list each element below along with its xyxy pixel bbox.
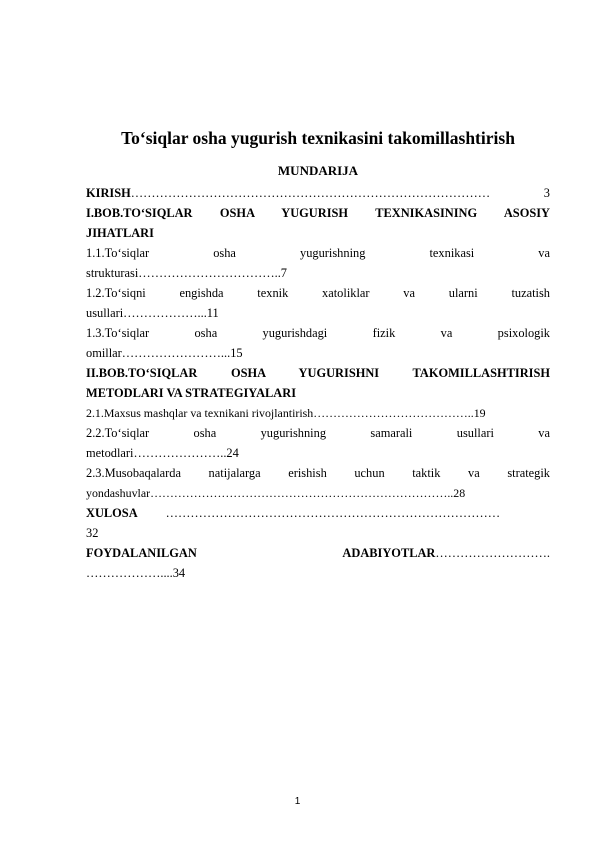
table-of-contents	[86, 183, 550, 583]
toc-chapter-2-line2[interactable]: METODLARI VA STRATEGIYALARI	[86, 386, 297, 400]
toc-section-2-2-line2[interactable]: metodlari…………………..24	[86, 446, 239, 460]
toc-page-number: 3	[543, 186, 550, 200]
toc-label-part2: ADABIYOTLAR	[342, 546, 436, 560]
toc-section-1-3-line2[interactable]: omillar……………………...15	[86, 346, 243, 360]
toc-section-2-3-line1[interactable]: 2.3.Musobaqalarda natijalarga erishish uchun taktik va strategik	[86, 466, 550, 480]
toc-section-1-2-line1[interactable]: 1.2.To‘siqni engishda texnik xatoliklar va ularni tuzatish	[86, 286, 550, 300]
toc-leader: ……………………………………………………………………………	[130, 186, 491, 200]
toc-label-part1: FOYDALANILGAN	[86, 546, 197, 560]
toc-section-2-3-line2[interactable]: yondashuvlar…………………………………………………………………..28	[86, 486, 466, 500]
toc-section-2-2-line1[interactable]: 2.2.To‘siqlar osha yugurishning samarali usullari va	[86, 426, 550, 440]
document-title: To‘siqlar osha yugurish texnikasini takomillashtirish	[121, 128, 515, 148]
toc-label: XULOSA	[86, 506, 138, 520]
toc-chapter-1-line2[interactable]: JIHATLARI	[86, 226, 154, 240]
toc-entry-adabiyotlar-line2: ………………....34	[86, 566, 186, 580]
toc-section-2-1[interactable]: 2.1.Maxsus mashqlar va texnikani rivojlantirish…………………………………..19	[86, 406, 486, 420]
toc-leader: ……………………….	[435, 546, 550, 560]
toc-leader: ………………………………………………………………………	[165, 506, 501, 520]
toc-section-1-3-line1[interactable]: 1.3.To‘siqlar osha yugurishdagi fizik va psixologik	[86, 326, 550, 340]
toc-entry-xulosa[interactable]	[86, 503, 550, 523]
toc-entry-kirish[interactable]	[86, 183, 550, 203]
toc-chapter-1-line1[interactable]: I.BOB.TO‘SIQLAR OSHA YUGURISH TEXNIKASINING ASOSIY	[86, 206, 550, 220]
toc-entry-xulosa-page: 32	[86, 526, 99, 540]
toc-section-1-1-line2[interactable]: strukturasi……………………………..7	[86, 266, 287, 280]
toc-section-1-1-line1[interactable]: 1.1.To‘siqlar osha yugurishning texnikasi va	[86, 246, 550, 260]
toc-section-1-2-line2[interactable]: usullari………………...11	[86, 306, 219, 320]
toc-label: KIRISH	[86, 186, 131, 200]
page-number: 1	[294, 796, 301, 807]
toc-entry-adabiyotlar[interactable]	[86, 543, 550, 563]
contents-heading: MUNDARIJA	[277, 163, 359, 178]
toc-chapter-2-line1[interactable]: II.BOB.TO‘SIQLAR OSHA YUGURISHNI TAKOMILLASHTIRISH	[86, 366, 550, 380]
